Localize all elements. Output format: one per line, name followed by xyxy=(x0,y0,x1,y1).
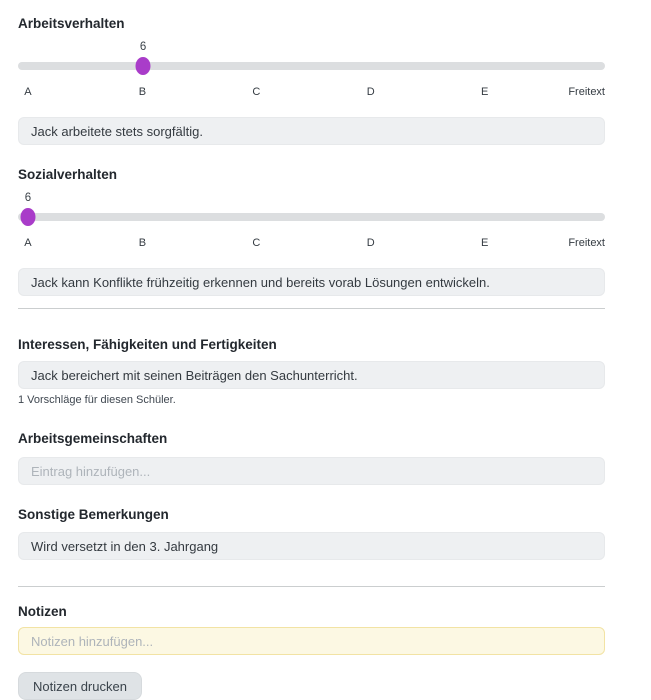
section-title-sozialverhalten: Sozialverhalten xyxy=(18,167,118,182)
scale-label-b: B xyxy=(138,237,147,249)
divider xyxy=(18,586,605,587)
section-notizen xyxy=(18,604,605,700)
scale-label-a: A xyxy=(24,86,32,98)
arbeitsgemeinschaften-input[interactable] xyxy=(18,457,605,485)
slider-thumb[interactable] xyxy=(20,208,35,226)
arbeitsverhalten-slider xyxy=(18,40,605,99)
print-notes-button[interactable]: Notizen drucken xyxy=(18,672,142,700)
slider-track[interactable] xyxy=(18,213,605,221)
section-interessen xyxy=(18,337,605,407)
slider-track[interactable] xyxy=(18,62,605,70)
sozialverhalten-slider xyxy=(18,191,605,250)
scale-label-b: B xyxy=(138,86,147,98)
section-arbeitsverhalten xyxy=(18,16,605,145)
scale-label-freitext: Freitext xyxy=(568,237,605,249)
section-sozialverhalten xyxy=(18,167,605,296)
scale-label-e: E xyxy=(480,237,489,249)
section-title-notizen: Notizen xyxy=(18,604,67,619)
scale-label-e: E xyxy=(480,86,489,98)
arbeitsverhalten-text-input[interactable] xyxy=(18,117,605,145)
notizen-input[interactable] xyxy=(18,627,605,655)
section-title-arbeitsgemeinschaften: Arbeitsgemeinschaften xyxy=(18,431,168,446)
slider-value-label: 6 xyxy=(24,192,32,204)
scale-label-freitext: Freitext xyxy=(568,86,605,98)
sozialverhalten-text-input[interactable] xyxy=(18,268,605,296)
scale-label-d: D xyxy=(366,237,375,249)
scale-label-d: D xyxy=(366,86,375,98)
suggestions-note: 1 Vorschläge für diesen Schüler. xyxy=(18,394,176,406)
scale-label-c: C xyxy=(252,86,261,98)
slider-value-row xyxy=(18,191,605,205)
scale-label-a: A xyxy=(24,237,32,249)
section-title-arbeitsverhalten: Arbeitsverhalten xyxy=(18,16,125,31)
section-arbeitsgemeinschaften xyxy=(18,431,605,485)
section-title-interessen: Interessen, Fähigkeiten und Fertigkeiten xyxy=(18,337,277,352)
slider-value-label: 6 xyxy=(139,41,147,53)
slider-thumb[interactable] xyxy=(136,57,151,75)
interessen-text-input[interactable] xyxy=(18,361,605,389)
slider-scale xyxy=(18,86,605,99)
slider-value-row xyxy=(18,40,605,54)
bemerkungen-text-input[interactable] xyxy=(18,532,605,560)
divider xyxy=(18,308,605,309)
scale-label-c: C xyxy=(252,237,261,249)
slider-scale xyxy=(18,237,605,250)
section-bemerkungen xyxy=(18,507,605,560)
section-title-bemerkungen: Sonstige Bemerkungen xyxy=(18,507,169,522)
